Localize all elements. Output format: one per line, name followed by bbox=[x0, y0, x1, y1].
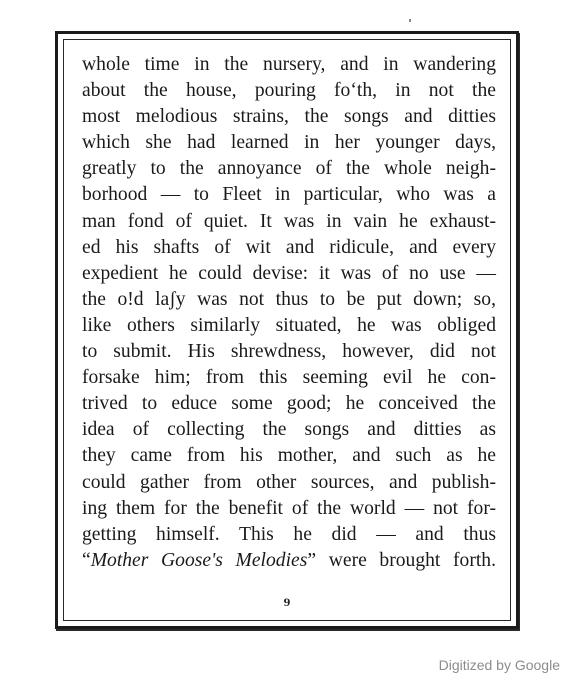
scan-speck bbox=[409, 19, 411, 22]
text-line: expedient he could devise: it was of no use — bbox=[82, 262, 496, 284]
text-line: could gather from other sources, and publish- bbox=[82, 471, 496, 493]
text-line: most melodious strains, the songs and ditties bbox=[82, 106, 496, 128]
close-quote: ” bbox=[307, 549, 317, 571]
text-line: the o!d laʃy was not thus to be put down; so, bbox=[82, 288, 496, 310]
open-quote: “ bbox=[82, 549, 91, 571]
page-border-outer bbox=[55, 31, 519, 629]
text-line: idea of collecting the songs and ditties as bbox=[82, 419, 496, 441]
body-text bbox=[82, 52, 496, 574]
text-line: forsake him; from this seeming evil he con- bbox=[82, 367, 496, 389]
text-line: ing them for the benefit of the world — not for- bbox=[82, 497, 496, 519]
text-line: borhood — to Fleet in particular, who was a bbox=[82, 184, 496, 206]
text-line: ed his shafts of wit and ridicule, and every bbox=[82, 236, 496, 258]
text-line: about the house, pouring foʻth, in not the bbox=[82, 80, 496, 102]
text-line: getting himself. This he did — and thus bbox=[82, 523, 496, 545]
page-border-inner bbox=[63, 39, 511, 621]
text-line: trived to educe some good; he conceived the bbox=[82, 393, 496, 415]
text-line: which she had learned in her younger days, bbox=[82, 132, 496, 154]
last-line-rest: were brought forth. bbox=[316, 549, 497, 571]
text-line: they came from his mother, and such as he bbox=[82, 445, 496, 467]
text-line: man fond of quiet. It was in vain he exhaust- bbox=[82, 210, 496, 232]
text-line: to submit. His shrewdness, however, did not bbox=[82, 341, 496, 363]
text-line: like others similarly situated, he was obliged bbox=[82, 314, 496, 336]
text-line: greatly to the annoyance of the whole neigh- bbox=[82, 158, 496, 180]
text-line: whole time in the nursery, and in wandering bbox=[82, 54, 496, 75]
text-line-last bbox=[82, 548, 496, 574]
watermark: Digitized by Google bbox=[438, 657, 560, 673]
book-title: Mother Goose's Melodies bbox=[90, 549, 308, 571]
page-number: 9 bbox=[283, 598, 291, 609]
